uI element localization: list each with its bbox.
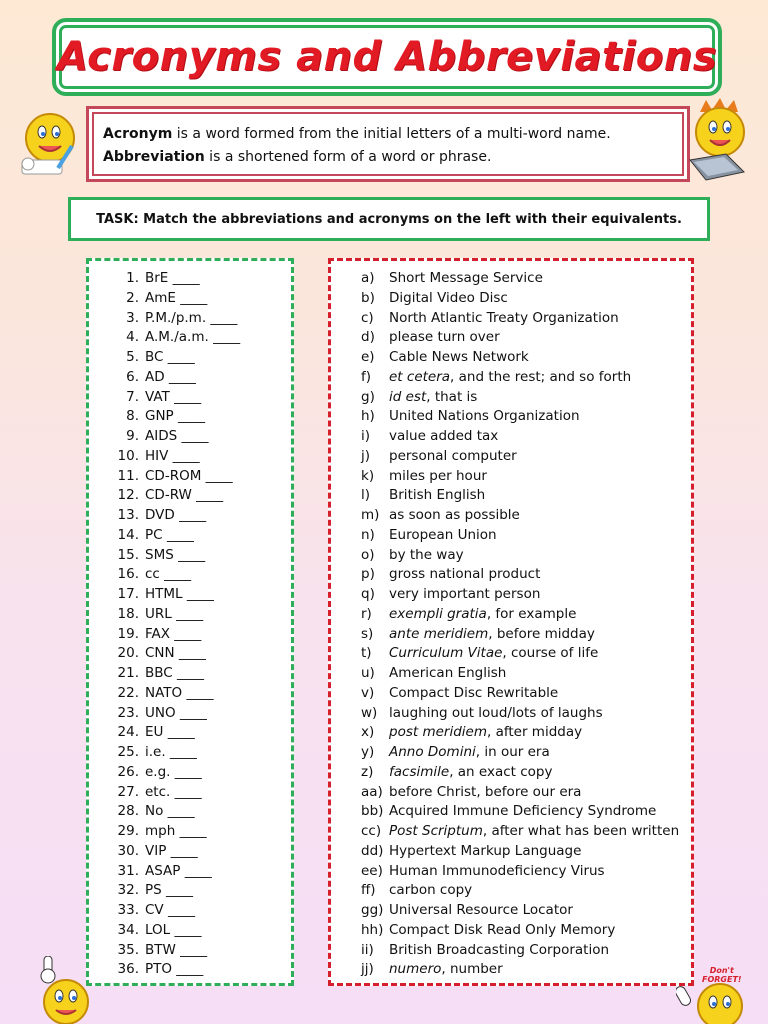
item-letter: q) [361,586,375,602]
definition-text: is a shortened form of a word or phrase. [204,149,492,165]
equivalent-item [361,565,691,585]
abbreviation-item [89,743,291,763]
item-text: American English [389,665,507,681]
equivalent-item [361,348,691,368]
equivalent-item [361,704,691,724]
item-number: 17. [117,586,139,602]
item-number: 32. [117,882,139,899]
item-letter: ee) [361,862,383,879]
item-letter: h) [361,408,375,425]
item-text: Universal Resource Locator [389,902,573,918]
item-letter: j) [361,447,371,464]
item-text: VAT ____ [145,388,202,405]
equivalent-item [361,921,691,941]
equivalent-item [361,388,691,408]
item-text: Short Message Service [389,270,543,286]
abbreviation-item [89,348,291,368]
smiley-laptop-icon [686,98,756,184]
item-text: as soon as possible [389,507,520,523]
equivalent-item [361,289,691,309]
item-letter: bb) [361,803,384,820]
abbreviation-item [89,546,291,566]
item-letter: u) [361,665,375,681]
item-number: 16. [117,566,139,583]
item-number: 11. [117,467,139,484]
item-text: , in our era [475,744,550,760]
item-letter: hh) [361,921,384,938]
abbreviation-item [89,467,291,487]
item-text: PTO ____ [145,961,204,978]
item-number: 1. [126,270,139,286]
item-italic-term: Curriculum Vitae [389,645,503,662]
item-text: VIP ____ [145,842,198,859]
item-text: European Union [389,526,497,543]
abbreviation-item [89,427,291,447]
item-number: 14. [117,526,139,543]
equivalent-item [361,822,691,842]
item-number: 25. [117,744,139,760]
item-number: 4. [126,329,139,346]
definitions-box [86,106,690,182]
equivalent-item [361,684,691,704]
abbreviation-item [89,289,291,309]
item-letter: y) [361,744,375,760]
definition-acronym [103,123,673,146]
item-italic-term: exempli gratia [389,605,487,622]
abbreviation-item [89,644,291,664]
item-letter: e) [361,349,375,365]
item-letter: ff) [361,882,376,899]
abbreviation-item [89,664,291,684]
equivalent-item [361,743,691,763]
abbreviation-item [89,585,291,605]
task-instruction: TASK: Match the abbreviations and acronyms on the left with their equivalents. [96,211,682,227]
item-number: 35. [117,941,139,958]
item-text: British English [389,487,486,504]
item-number: 18. [117,605,139,622]
equivalent-item [361,862,691,882]
item-text: NATO ____ [145,684,214,701]
item-italic-term: Post Scriptum [389,823,483,839]
item-text: , course of life [502,645,599,662]
item-text: URL ____ [145,605,204,622]
abbreviation-item [89,862,291,882]
item-letter: m) [361,507,380,523]
item-text: HIV ____ [145,447,200,464]
item-text: FAX ____ [145,625,202,642]
equivalent-item [361,407,691,427]
item-italic-term: ante meridiem [389,625,489,642]
item-text: e.g. ____ [145,763,202,780]
item-text: GNP ____ [145,408,205,425]
item-text: carbon copy [389,882,473,899]
abbreviation-item [89,941,291,961]
item-letter: w) [361,704,378,721]
item-text: please turn over [389,329,500,346]
item-text: SMS ____ [145,546,206,563]
abbreviation-item [89,565,291,585]
abbreviation-item [89,407,291,427]
item-letter: dd) [361,842,384,859]
item-text: , and the rest; and so forth [450,368,632,385]
item-text: , after what has been written [482,823,680,839]
item-letter: o) [361,546,375,563]
abbreviation-item [89,763,291,783]
item-text: No ____ [145,803,195,820]
item-letter: d) [361,329,375,346]
equivalent-item [361,328,691,348]
abbreviation-item [89,960,291,980]
item-text: AD ____ [145,368,196,385]
item-number: 30. [117,842,139,859]
equivalent-item [361,585,691,605]
smiley-writing-icon [14,108,80,178]
equivalent-item [361,546,691,566]
item-letter: ii) [361,941,374,958]
item-text: etc. ____ [145,783,202,800]
item-text: United Nations Organization [389,408,580,425]
item-text: HTML ____ [145,586,214,602]
abbreviation-item [89,625,291,645]
item-text: North Atlantic Treaty Organization [389,309,619,326]
item-italic-term: Anno Domini [389,744,476,760]
item-number: 12. [117,487,139,504]
definition-abbreviation [103,146,673,169]
item-letter: r) [361,605,372,622]
item-number: 9. [126,428,139,444]
item-text: by the way [389,546,464,563]
item-number: 31. [117,862,139,879]
item-number: 33. [117,902,139,918]
abbreviation-item [89,921,291,941]
item-text: , an exact copy [449,763,553,780]
item-letter: gg) [361,902,384,918]
abbreviation-item [89,368,291,388]
item-letter: k) [361,467,375,484]
equivalent-item [361,960,691,980]
definition-text: is a word formed from the initial letters of a multi-word name. [172,126,611,142]
item-number: 21. [117,665,139,681]
definition-term: Abbreviation [103,149,205,165]
item-text: DVD ____ [145,507,207,523]
abbreviation-item [89,269,291,289]
sticker-text-line2: FORGET! [702,975,742,984]
item-text: PS ____ [145,882,194,899]
item-text: , that is [426,388,478,405]
equivalent-item [361,467,691,487]
item-number: 20. [117,645,139,662]
item-number: 34. [117,921,139,938]
item-letter: b) [361,289,375,306]
sticker-text-line1: Don't [709,966,734,975]
abbreviation-item [89,605,291,625]
item-letter: x) [361,724,375,741]
item-letter: i) [361,428,371,444]
equivalent-item [361,802,691,822]
smiley-dont-forget-icon [676,964,758,1024]
item-number: 28. [117,803,139,820]
item-text: mph ____ [145,823,207,839]
abbreviation-item [89,388,291,408]
item-text: , before midday [488,625,595,642]
item-italic-term: numero [389,961,442,978]
item-number: 2. [126,289,139,306]
smiley-pointing-icon [30,956,98,1024]
item-letter: g) [361,388,375,405]
item-text: BBC ____ [145,665,205,681]
item-text: Human Immunodeficiency Virus [389,862,605,879]
item-text: PC ____ [145,526,194,543]
item-letter: a) [361,270,375,286]
item-letter: c) [361,309,374,326]
item-number: 36. [117,961,139,978]
item-text: laughing out loud/lots of laughs [389,704,603,721]
item-text: gross national product [389,566,541,583]
abbreviation-item [89,783,291,803]
abbreviation-item [89,881,291,901]
equivalents-list [361,269,691,980]
item-italic-term: et cetera [389,368,451,385]
item-number: 24. [117,724,139,741]
item-text: LOL ____ [145,921,202,938]
item-letter: l) [361,487,371,504]
abbreviation-item [89,723,291,743]
item-text: value added tax [389,428,499,444]
item-text: Acquired Immune Deficiency Syndrome [389,803,657,820]
item-letter: v) [361,684,375,701]
item-number: 7. [126,388,139,405]
abbreviation-item [89,309,291,329]
item-italic-term: post meridiem [389,724,487,741]
abbreviation-item [89,328,291,348]
abbreviation-item [89,842,291,862]
equivalent-item [361,783,691,803]
item-text: CV ____ [145,902,195,918]
item-text: Cable News Network [389,349,529,365]
item-number: 19. [117,625,139,642]
item-letter: jj) [361,961,374,978]
item-italic-term: id est [389,388,427,405]
item-text: BrE ____ [145,270,200,286]
item-text: CNN ____ [145,645,206,662]
item-text: , after midday [486,724,583,741]
item-number: 29. [117,823,139,839]
abbreviation-item [89,486,291,506]
equivalent-item [361,269,691,289]
item-text: EU ____ [145,724,195,741]
item-letter: aa) [361,783,383,800]
equivalent-item [361,941,691,961]
item-number: 6. [126,368,139,385]
equivalent-item [361,368,691,388]
item-text: P.M./p.m. ____ [145,309,238,326]
abbreviation-item [89,802,291,822]
item-text: BTW ____ [145,941,208,958]
item-text: AmE ____ [145,289,208,306]
equivalent-item [361,447,691,467]
item-text: before Christ, before our era [389,783,582,800]
item-text: Digital Video Disc [389,289,508,306]
equivalent-item [361,723,691,743]
equivalents-list-box [328,258,694,986]
item-letter: p) [361,566,375,583]
item-text: CD-RW ____ [145,487,224,504]
item-number: 15. [117,546,139,563]
item-text: personal computer [389,447,517,464]
equivalent-item [361,427,691,447]
item-text: Compact Disc Rewritable [389,684,559,701]
item-italic-term: facsimile [389,763,450,780]
item-number: 3. [126,309,139,326]
item-text: i.e. ____ [145,744,197,760]
item-text: Hypertext Markup Language [389,842,582,859]
item-letter: t) [361,645,372,662]
abbreviation-item [89,822,291,842]
item-text: BC ____ [145,349,195,365]
equivalent-item [361,486,691,506]
item-number: 22. [117,684,139,701]
item-number: 26. [117,763,139,780]
item-letter: cc) [361,823,382,839]
equivalent-item [361,644,691,664]
item-text: miles per hour [389,467,487,484]
equivalent-item [361,625,691,645]
item-number: 5. [126,349,139,365]
item-letter: f) [361,368,372,385]
abbreviation-item [89,526,291,546]
abbreviation-item [89,506,291,526]
abbreviation-item [89,684,291,704]
item-letter: n) [361,526,375,543]
item-text: ASAP ____ [145,862,212,879]
item-text: British Broadcasting Corporation [389,941,610,958]
item-letter: s) [361,625,374,642]
abbreviation-item [89,447,291,467]
equivalent-item [361,526,691,546]
item-text: AIDS ____ [145,428,209,444]
item-text: , for example [486,605,577,622]
definition-term: Acronym [103,126,173,142]
item-number: 8. [126,408,139,425]
equivalent-item [361,664,691,684]
item-letter: z) [361,763,374,780]
item-text: Compact Disk Read Only Memory [389,921,616,938]
item-text: A.M./a.m. ____ [145,329,241,346]
equivalent-item [361,763,691,783]
item-text: cc ____ [145,566,192,583]
equivalent-item [361,881,691,901]
item-number: 10. [117,447,139,464]
item-text: , number [441,961,503,978]
item-number: 23. [117,704,139,721]
item-text: UNO ____ [145,704,207,721]
item-text: CD-ROM ____ [145,467,233,484]
equivalent-item [361,309,691,329]
title-banner [52,18,722,96]
abbreviation-item [89,704,291,724]
task-box [68,197,710,241]
item-number: 27. [117,783,139,800]
abbreviations-list [89,269,291,980]
page-title: Acronyms and Abbreviations [56,34,718,80]
abbreviation-item [89,901,291,921]
equivalent-item [361,901,691,921]
equivalent-item [361,605,691,625]
item-text: very important person [389,586,541,602]
equivalent-item [361,842,691,862]
equivalent-item [361,506,691,526]
item-number: 13. [117,507,139,523]
abbreviations-list-box [86,258,294,986]
